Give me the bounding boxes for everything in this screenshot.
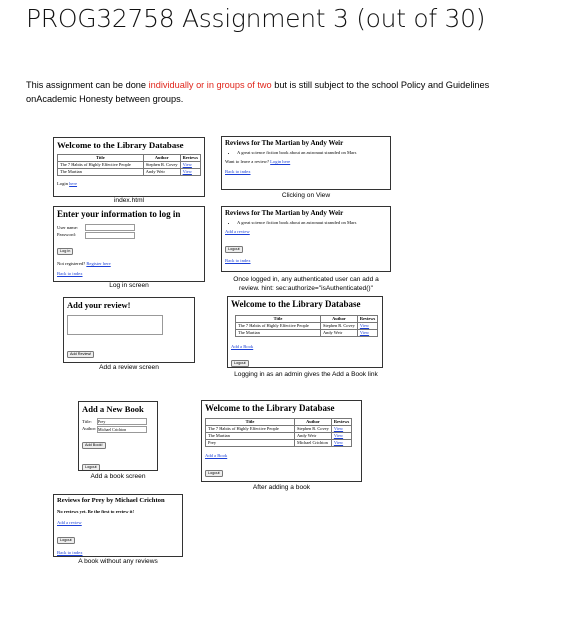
cell-title: The Martian xyxy=(236,330,321,337)
index-heading: Welcome to the Library Database xyxy=(205,403,335,413)
back-to-index-link[interactable]: Back to index xyxy=(225,169,251,174)
screenshot-add-review xyxy=(63,297,195,363)
table-row xyxy=(58,169,201,176)
caption-admin: Logging in as an admin gives the Add a Book link xyxy=(234,371,378,378)
caption-after-adding: After adding a book xyxy=(252,484,311,491)
username-label: User name: xyxy=(57,225,79,230)
leave-review-text: Want to leave a review? xyxy=(225,159,271,164)
screenshot-admin-index xyxy=(227,296,383,368)
cell-author: Andy Weir xyxy=(295,433,332,440)
author-row xyxy=(82,425,154,432)
reviews-heading: Reviews for The Martian by Andy Weir xyxy=(225,209,344,217)
col-title: Title xyxy=(236,316,321,323)
view-link[interactable]: View xyxy=(180,162,200,169)
view-link[interactable]: View xyxy=(331,440,351,447)
not-registered-text: Not registered? xyxy=(57,260,87,266)
cell-title: The Martian xyxy=(58,169,144,176)
table-row xyxy=(206,426,352,433)
cell-title: The 7 Habits of Highly Effective People xyxy=(58,162,144,169)
table-row xyxy=(58,162,201,169)
intro-text-a: This assignment can be done xyxy=(26,80,149,90)
no-reviews-text: No reviews yet. Be the first to review it! xyxy=(57,509,135,514)
table-row xyxy=(236,330,378,337)
logout-button[interactable]: Logout xyxy=(205,470,223,477)
reviews-heading: Reviews for The Martian by Andy Weir xyxy=(225,139,344,147)
title-row xyxy=(82,418,154,425)
password-row xyxy=(57,231,201,238)
register-line xyxy=(57,260,201,267)
caption-login: Log in screen xyxy=(109,282,149,289)
caption-line-2: review. hint: sec:authorize="isAuthenticated()" xyxy=(239,285,373,292)
list-item: • A great science fiction book about an astronaut stranded on Mars xyxy=(237,149,387,156)
back-to-index-link[interactable]: Back to index xyxy=(225,258,251,263)
view-link[interactable]: View xyxy=(180,169,200,176)
col-reviews: Reviews xyxy=(331,419,351,426)
password-label: Password: xyxy=(57,232,76,238)
reviews-list xyxy=(237,149,387,156)
intro-text-b: but is still subject to the school Policy and Guidelines onAcademic Honesty between groups. xyxy=(26,80,490,104)
cell-author: Andy Weir xyxy=(143,169,180,176)
logout-button[interactable]: Logout xyxy=(82,464,100,471)
login-line xyxy=(57,180,201,187)
login-here-link[interactable]: Login here xyxy=(270,159,291,164)
index-heading: Welcome to the Library Database xyxy=(231,299,361,309)
view-link[interactable]: View xyxy=(331,426,351,433)
screenshot-view-reviews xyxy=(221,136,391,190)
add-book-button[interactable]: Add Book! xyxy=(82,442,106,449)
books-table xyxy=(205,418,352,447)
author-label: Author: xyxy=(82,426,97,432)
cell-title: Prey xyxy=(206,440,295,447)
caption-add-review: Add a review screen xyxy=(99,364,159,371)
books-table xyxy=(235,315,378,337)
logout-button[interactable]: Logout xyxy=(225,246,243,253)
login-heading: Enter your information to log in xyxy=(57,209,181,219)
password-field[interactable] xyxy=(85,232,135,239)
caption-authenticated xyxy=(221,275,391,293)
cell-author: Stephen R. Covey xyxy=(143,162,180,169)
cell-author: Stephen R. Covey xyxy=(295,426,332,433)
review-textarea[interactable] xyxy=(67,315,163,335)
register-link[interactable]: Register here xyxy=(86,260,111,266)
intro-highlight: individually or in groups of two xyxy=(148,80,272,90)
caption-line-1: Once logged in, any authenticated user can add a xyxy=(233,276,379,283)
screenshot-after-adding xyxy=(201,400,362,482)
login-button[interactable]: Log in xyxy=(57,248,73,255)
add-review-link[interactable]: Add a review xyxy=(225,229,250,234)
add-book-link[interactable]: Add a Book xyxy=(231,344,254,349)
books-table xyxy=(57,154,201,176)
reviews-heading: Reviews for Prey by Michael Crichton xyxy=(57,497,165,504)
login-text: Login xyxy=(57,181,70,186)
list-item: • A great science fiction book about an astronaut stranded on Mars xyxy=(237,219,387,226)
add-book-link[interactable]: Add a Book xyxy=(205,453,228,458)
cell-author: Stephen R. Covey xyxy=(321,323,358,330)
title-label: Title: xyxy=(82,419,92,424)
add-review-button[interactable]: Add Review! xyxy=(67,351,94,358)
username-field[interactable] xyxy=(85,224,135,231)
cell-title: The Martian xyxy=(206,433,295,440)
leave-review-line xyxy=(225,158,387,165)
col-title: Title xyxy=(206,419,295,426)
title-input[interactable]: Prey xyxy=(97,418,147,425)
col-reviews: Reviews xyxy=(357,316,377,323)
view-link[interactable]: View xyxy=(357,323,377,330)
cell-title: The 7 Habits of Highly Effective People xyxy=(236,323,321,330)
add-review-heading: Add your review! xyxy=(67,300,131,310)
screenshot-login xyxy=(53,206,205,282)
logout-button[interactable]: Logout xyxy=(231,360,249,367)
logout-button[interactable]: Logout xyxy=(57,537,75,544)
table-row xyxy=(206,433,352,440)
view-link[interactable]: View xyxy=(357,330,377,337)
col-reviews: Reviews xyxy=(180,155,200,162)
add-review-link[interactable]: Add a review xyxy=(57,520,82,525)
cell-author: Andy Weir xyxy=(321,330,358,337)
caption-no-reviews: A book without any reviews xyxy=(78,558,158,565)
table-row xyxy=(206,440,352,447)
view-link[interactable]: View xyxy=(331,433,351,440)
index-heading: Welcome to the Library Database xyxy=(57,140,184,150)
caption-index: index.html xyxy=(113,197,145,204)
reviews-list xyxy=(237,219,387,226)
author-input[interactable]: Michael Crichton xyxy=(97,426,147,433)
back-to-index-link[interactable]: Back to index xyxy=(57,550,83,555)
col-author: Author xyxy=(143,155,180,162)
table-row xyxy=(236,323,378,330)
add-book-heading: Add a New Book xyxy=(82,404,144,414)
username-row xyxy=(57,224,201,231)
cell-title: The 7 Habits of Highly Effective People xyxy=(206,426,295,433)
col-author: Author xyxy=(295,419,332,426)
screenshot-no-reviews xyxy=(53,494,183,557)
screenshot-index xyxy=(53,137,205,197)
intro-paragraph xyxy=(26,78,526,106)
screenshot-authenticated-reviews xyxy=(221,206,391,272)
page-title: PROG32758 Assignment 3 (out of 30) xyxy=(26,4,486,33)
col-title: Title xyxy=(58,155,144,162)
screenshot-add-book xyxy=(78,401,158,471)
caption-view: Clicking on View xyxy=(281,192,331,199)
col-author: Author xyxy=(321,316,358,323)
login-here-link[interactable]: here xyxy=(69,181,78,186)
caption-add-book: Add a book screen xyxy=(90,473,146,480)
cell-author: Michael Crichton xyxy=(295,440,332,447)
back-to-index-link[interactable]: Back to index xyxy=(57,270,83,276)
